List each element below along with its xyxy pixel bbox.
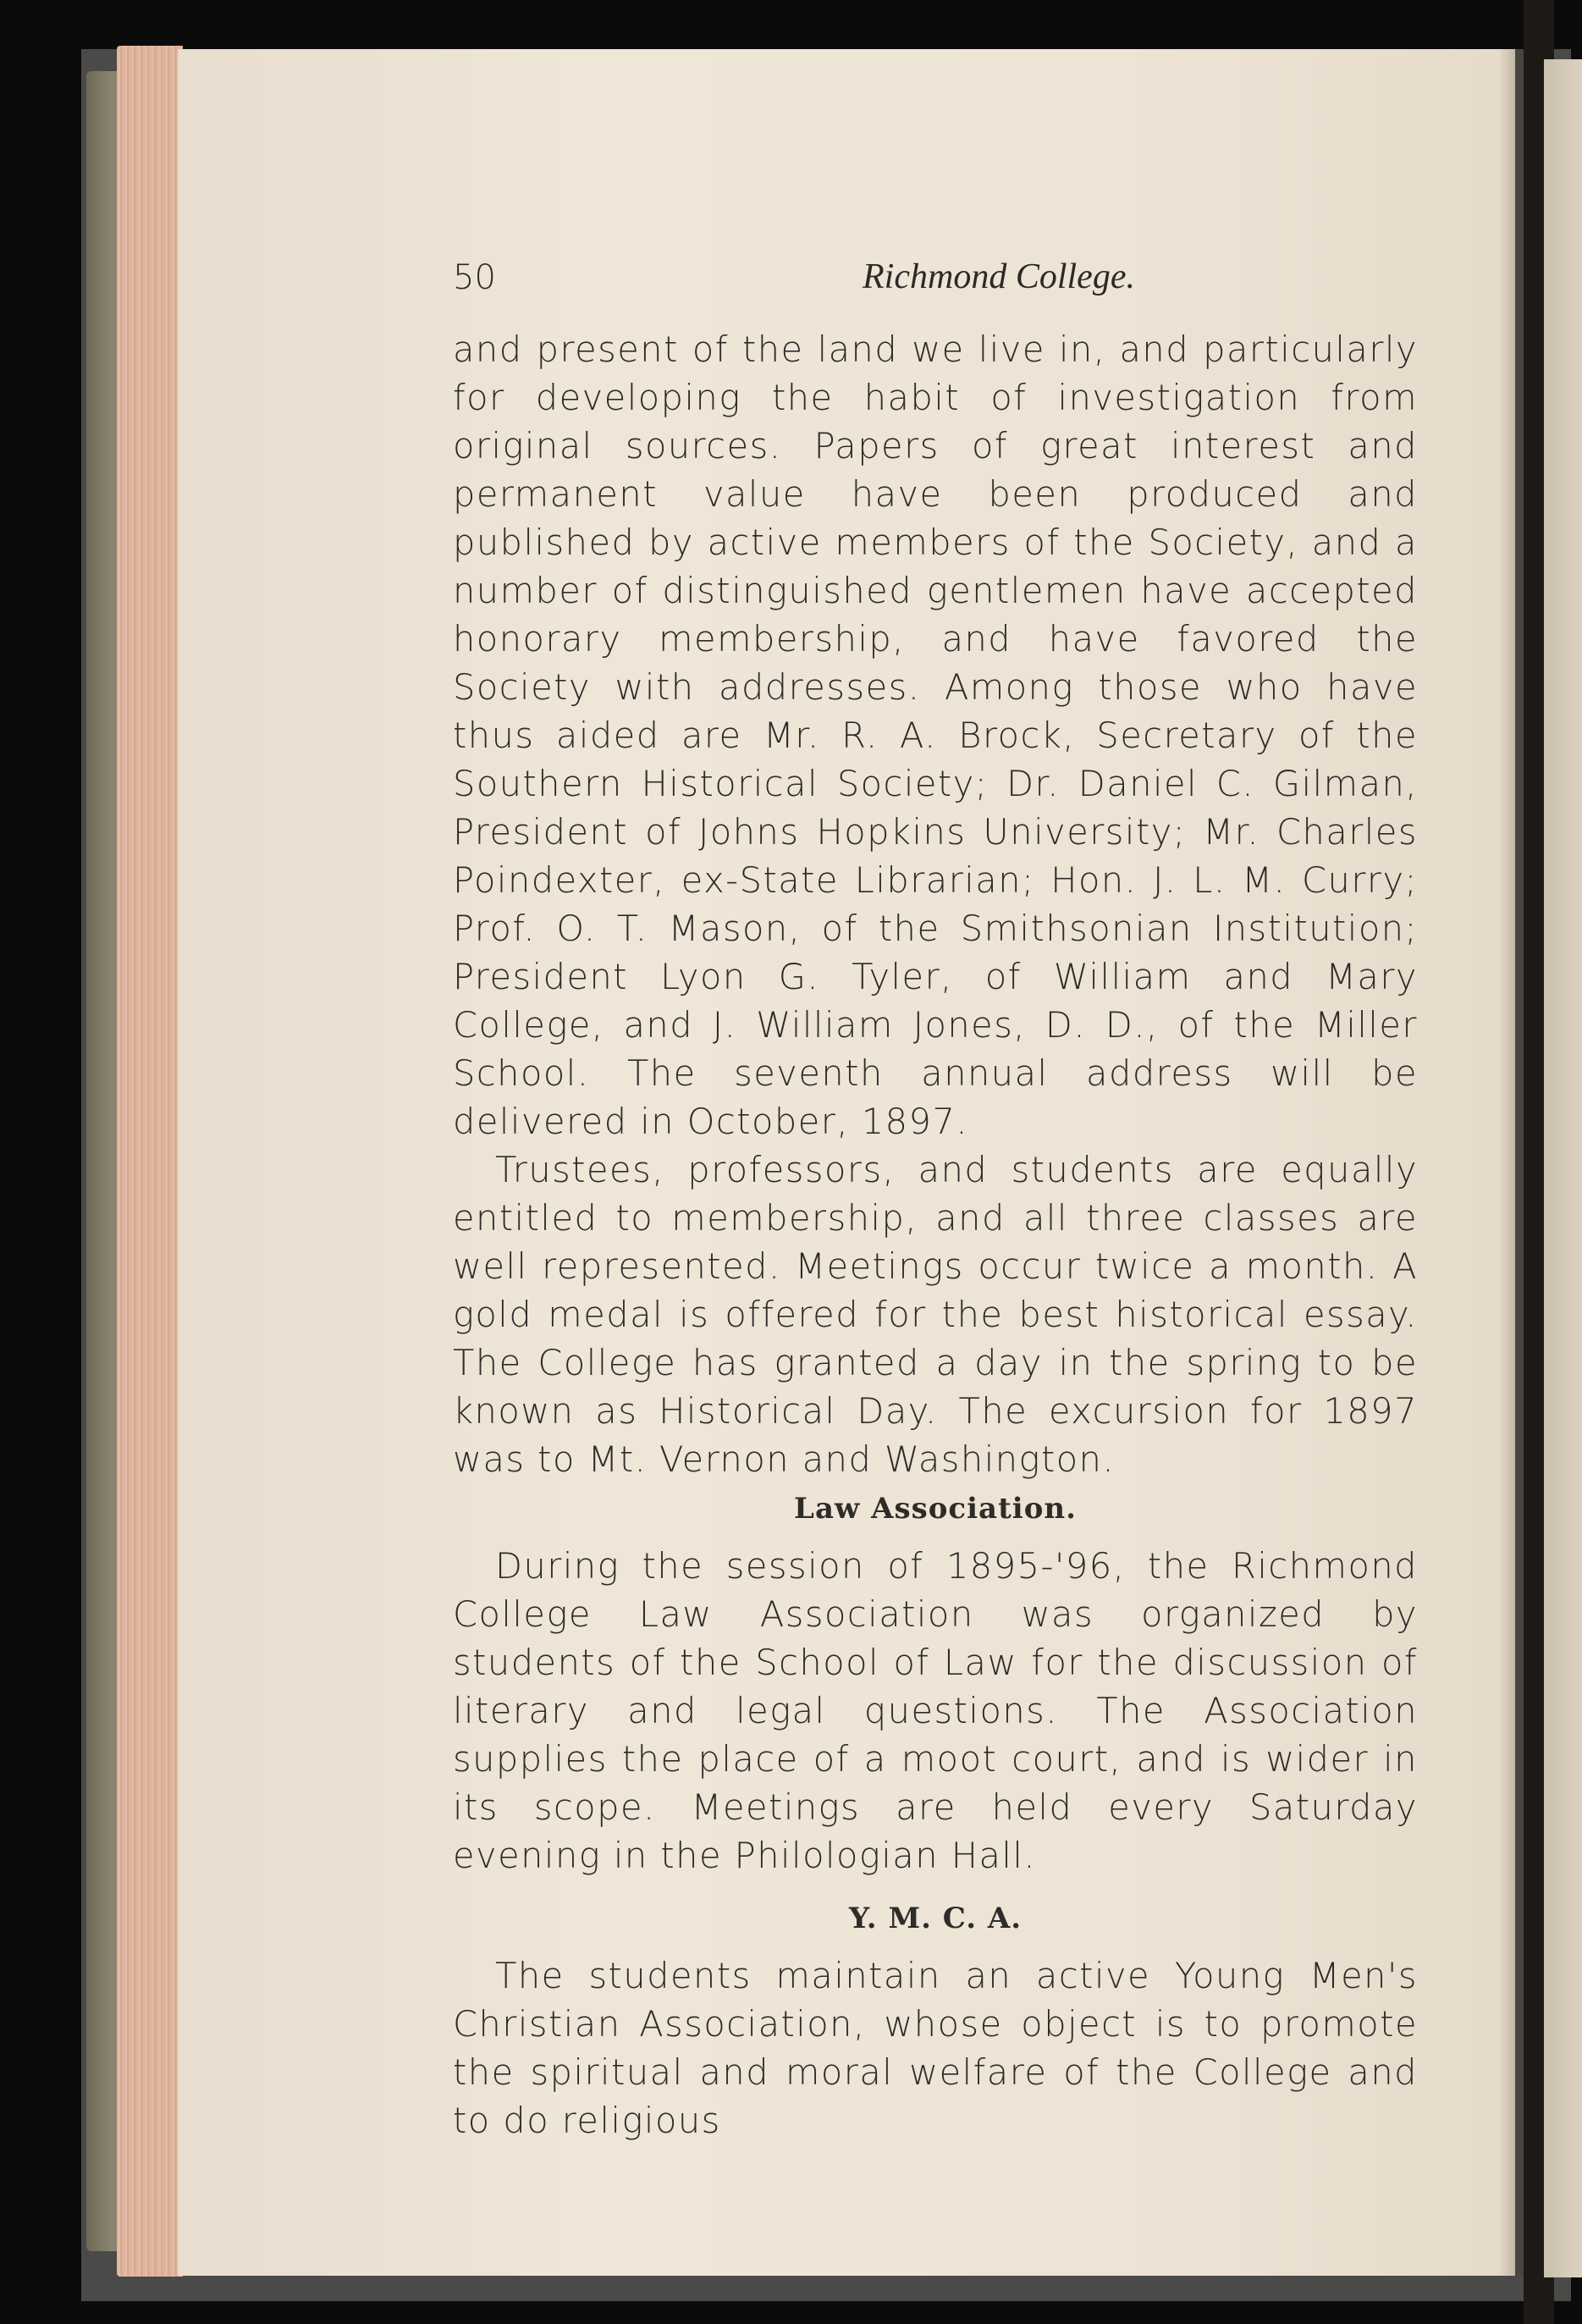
paragraph-law-association: During the session of 1895-'96, the Richmond College Law Association was organized by students of the School of Law for the discussion of literary and legal questions. The Association supplies the place of a moot court, and is wider in its scope. Meetings are held every Saturday evening in the Philologian Hall.: [453, 1545, 1418, 1876]
page-number: 50: [453, 258, 496, 297]
page-header: [453, 258, 1418, 309]
paragraph-historical-society: and present of the land we live in, and particularly for developing the habit of investigation from original sources. Papers of great interest and permanent value have been produced and published by active members of the Society, and a number of distinguished gentlemen have accepted honorary membership, and have favored the Society with addresses. Among those who have thus aided are Mr. R. A. Brock, Secretary of the Southern Historical Society; Dr. Daniel C. Gilman, President of Johns Hopkins University; Mr. Charles Poindexter, ex-State Librarian; Hon. J. L. M. Curry; Prof. O. T. Mason, of the Smithsonian Institution; President Lyon G. Tyler, of William and Mary College, and J. William Jones, D. D., of the Miller School. The seventh annual address will be delivered in October, 1897.: [453, 328, 1418, 1142]
heading-ymca: Y. M. C. A.: [848, 1902, 1023, 1935]
heading-law-association: Law Association.: [794, 1492, 1077, 1526]
paragraph-membership: Trustees, professors, and students are equally entitled to membership, and all three classes are well represented. Meetings occur twice a month. A gold medal is offered for the best historical essay. The College has granted a day in the spring to be known as Historical Day. The excursion for 1897 was to Mt. Vernon and Washington.: [453, 1149, 1418, 1480]
running-title: Richmond College.: [863, 257, 1135, 296]
facing-page-edge: [1544, 59, 1582, 2277]
page-body: [453, 325, 1418, 2145]
page-fore-edge: [117, 46, 183, 2277]
paragraph-ymca: The students maintain an active Young Men's Christian Association, whose object is to promote the spiritual and moral welfare of the College and to do religious: [453, 1955, 1418, 2141]
